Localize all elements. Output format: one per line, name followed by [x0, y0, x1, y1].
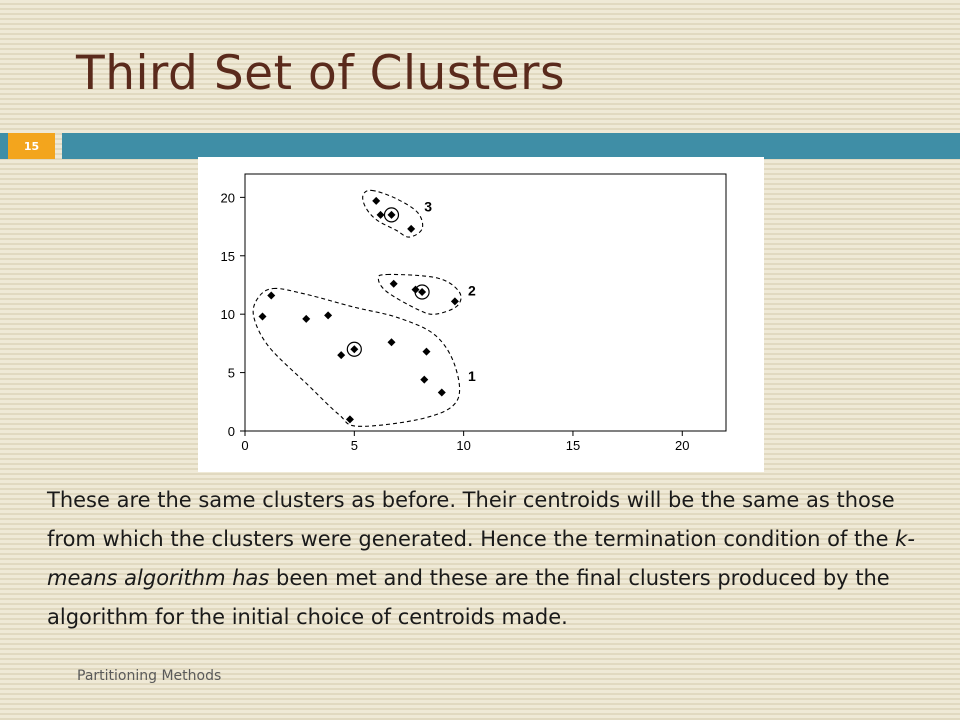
cluster-label-3: 3: [424, 198, 433, 215]
data-point: [324, 311, 332, 319]
data-point: [420, 376, 428, 384]
data-point: [302, 315, 310, 323]
data-point: [387, 338, 395, 346]
data-point: [372, 197, 380, 205]
cluster-boundary-2: [378, 274, 461, 314]
data-point: [337, 351, 345, 359]
scatter-chart: [198, 157, 764, 472]
x-tick-label: 0: [241, 438, 249, 453]
data-point: [451, 297, 459, 305]
y-tick-label: 5: [227, 365, 235, 381]
cluster-label-2: 2: [468, 282, 476, 299]
footer-text: Partitioning Methods: [77, 668, 222, 684]
slide-number: 15: [8, 133, 55, 159]
slide-title: Third Set of Clusters: [76, 46, 565, 101]
data-point: [390, 280, 398, 288]
plot-frame: [245, 174, 726, 431]
data-point: [258, 313, 266, 321]
data-point: [267, 291, 275, 299]
cluster-boundary-1: [253, 288, 459, 426]
data-point: [438, 388, 446, 396]
x-tick-label: 20: [675, 438, 690, 453]
y-tick-label: 10: [220, 307, 235, 323]
slide-body-text: [47, 481, 927, 637]
data-point: [418, 288, 426, 296]
data-point: [412, 286, 420, 294]
accent-bar-left: [0, 133, 8, 159]
accent-bar: [62, 133, 960, 159]
data-point: [377, 211, 385, 219]
data-point: [387, 211, 395, 219]
body-text-part-2: been met and these are the final clusters produced by the algorithm for the initial choice of centroids made.: [47, 566, 890, 629]
body-text-italic: k-means algorithm has: [47, 527, 915, 590]
chart-panel: [198, 157, 764, 472]
y-tick-label: 20: [220, 190, 235, 206]
y-tick-label: 15: [220, 248, 235, 264]
data-point: [407, 225, 415, 233]
x-tick-label: 10: [456, 438, 471, 453]
data-point: [350, 345, 358, 353]
body-text-part-1: These are the same clusters as before. Their centroids will be the same as those from which the clusters were generated. Hence the termination condition of the: [47, 488, 896, 551]
data-point: [422, 348, 430, 356]
data-point: [346, 415, 354, 423]
x-tick-label: 5: [350, 438, 358, 453]
y-tick-label: 0: [227, 424, 235, 439]
x-tick-label: 15: [565, 438, 581, 453]
cluster-label-1: 1: [468, 367, 476, 384]
